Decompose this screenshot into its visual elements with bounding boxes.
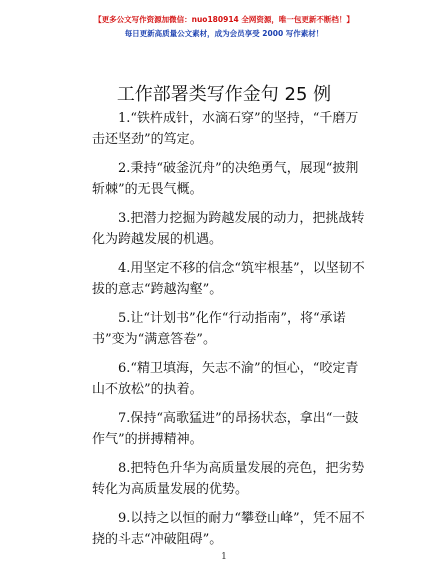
document-title: 工作部署类写作金句 25 例 [116,84,332,105]
promo-banner-line-2: 每日更新高质量公文素材，成为会员享受 2000 写作素材！ [124,29,324,38]
list-item-7: 7.保持“高歌猛进”的昂扬状态，拿出“一鼓作气”的拼搏精神。 [92,411,359,447]
list-item-5: 5.让“计划书”化作“行动指南”，将“承诺书”变为“满意答卷”。 [92,311,346,347]
list-item-3: 3.把潜力挖掘为跨越发展的动力，把挑战转化为跨越发展的机遇。 [92,211,365,247]
promo-banner-line-1: 【更多公文写作资源加微信：nuo180914 全网资源，唯一包更新不断档！】 [94,15,354,24]
page-number: 1 [221,552,227,562]
item-list [92,108,370,558]
list-item-8: 8.把特色升华为高质量发展的亮色，把劣势转化为高质量发展的优势。 [92,461,365,497]
list-item-9: 9.以持之以恒的耐力“攀登山峰”，凭不屈不挠的斗志“冲破阻碍”。 [92,511,365,547]
list-item-2: 2.秉持“破釜沉舟”的决绝勇气，展现“披荆斩棘”的无畏气概。 [92,161,359,197]
list-item-6: 6.“精卫填海，矢志不渝”的恒心，“咬定青山不放松”的执着。 [92,361,359,397]
list-item-4: 4.用坚定不移的信念“筑牢根基”，以坚韧不拔的意志“跨越沟壑”。 [92,261,365,297]
list-item-1: 1.“铁杵成针，水滴石穿”的坚持，“千磨万击还坚劲”的笃定。 [92,111,359,147]
